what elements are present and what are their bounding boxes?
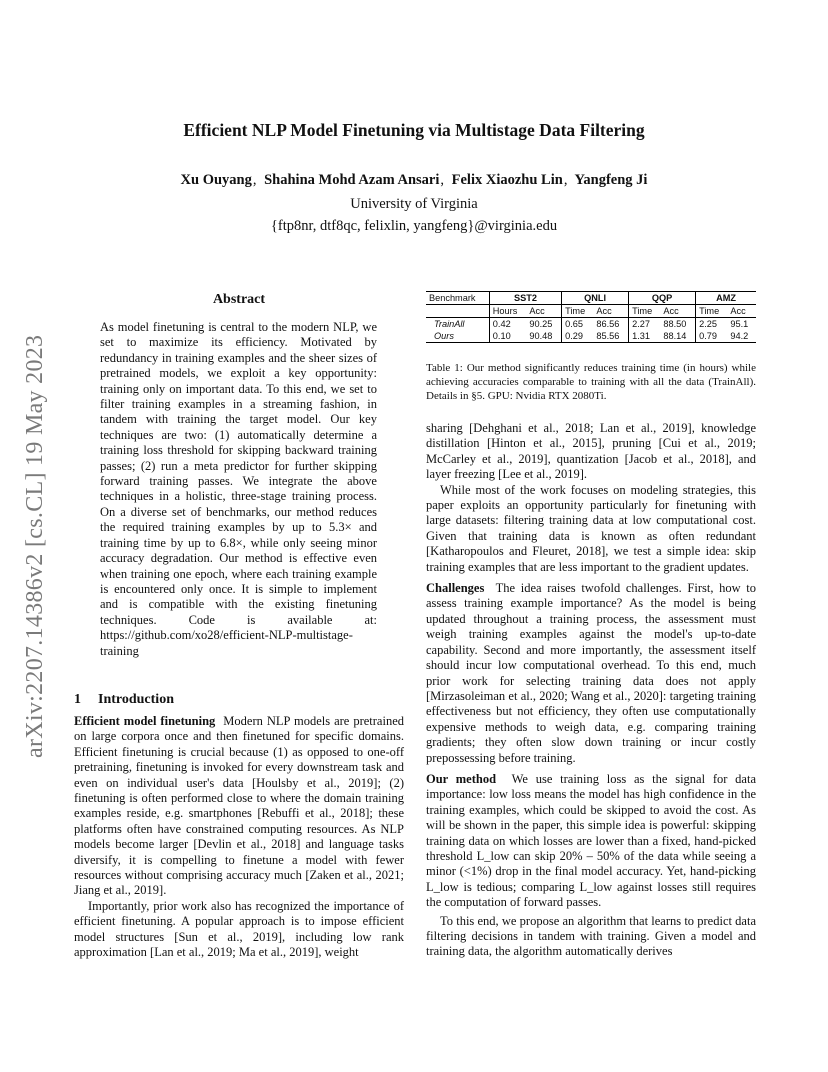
paragraph <box>74 714 404 899</box>
table-header: Benchmark <box>426 292 489 305</box>
table-subheader: Acc <box>660 305 695 318</box>
abstract-heading: Abstract <box>212 292 266 307</box>
section-heading <box>74 692 174 708</box>
table-cell: 95.1 <box>730 319 749 329</box>
author-name: Yangfeng Ji <box>574 172 648 188</box>
results-table <box>426 291 756 343</box>
author-name: Xu Ouyang <box>180 172 252 188</box>
paragraph: sharing [Dehghani et al., 2018; Lan et al., 2019], knowledge distillation [Hinton et al., 2015], pruning [Cui et al., 2019; McCarley et al., 2019], quantization [Jacob et al., 2018], and layer freezing [Lee et al., 2019]. <box>426 421 756 482</box>
table-subheader: Time <box>562 305 594 318</box>
paragraph-text: The idea raises twofold challenges. First, how to assess training example importance? As the model is being updated throughout a training process, the assessment must weigh training examples against the model's up-to-date capability. Second and more importantly, the assessment itself should incur low computational overhead. To this end, much prior work for selecting training data does not apply [Mirzasoleiman et al., 2020; Wang et al., 2020]: targeting training effectiveness but not efficiency, they often use computationally expensive methods to weigh data, e.g. comparing training gradients; they often slow down training or incur costly prepossessing before training. <box>426 581 757 765</box>
paragraph: To this end, we propose an algorithm that learns to predict data filtering decisions in tandem with training. Given a model and training data, the algorithm automatically derives <box>426 913 756 959</box>
table-cell: 0.10 <box>489 330 526 343</box>
table-subheader: Time <box>696 305 728 318</box>
author-emails: {ftp8nr, dtf8qc, felixlin, yangfeng}@virginia.edu <box>270 218 558 234</box>
paragraph: Importantly, prior work also has recognized the importance of efficient finetuning. A popular approach is to impose efficient model structures [Sun et al., 2019], including low rank approximation [Lan et al., 2019; Ma et al., 2019], weight <box>74 898 404 960</box>
paper-title: Efficient NLP Model Finetuning via Multistage Data Filtering <box>183 120 645 140</box>
intro-right-column <box>426 421 756 960</box>
paragraph-lead: Our method <box>426 771 497 786</box>
table-subheader: Acc <box>593 305 628 318</box>
table-header: QQP <box>629 292 696 305</box>
table-cell: 0.42 <box>489 318 526 331</box>
table-cell: 94.2 <box>727 330 756 343</box>
paragraph-lead: Challenges <box>426 581 485 596</box>
paragraph <box>426 581 756 766</box>
table-cell: 90.25 <box>529 319 553 329</box>
table-cell: 90.48 <box>526 330 561 343</box>
table-cell: 88.50 <box>663 319 687 329</box>
table-cell: 1.31 <box>629 330 661 343</box>
table-subheader: Time <box>629 305 661 318</box>
section-number: 1 <box>74 692 81 707</box>
author-name: Felix Xiaozhu Lin <box>451 172 563 188</box>
abstract-text: As model finetuning is central to the modern NLP, we set to maximize its efficiency. Motivated by redundancy in training examples and the sheer sizes of pretrained models, we exploit a key opportunity: training only on important data. To this end, we set to filter training examples in a streaming fashion, in tandem with training the target model. Our key techniques are two: (1) automatically determine a training loss threshold for skipping backward training passes; (2) run a meta predictor for further skipping forward training passes. We integrate the above techniques in a holistic, three-stage training process. On a diverse set of benchmarks, our method reduces the required training examples by up to 5.3× and training time by up to 6.8×, while only seeing minor accuracy degradation. Our method is effective even when training one epoch, where each training example is encountered only once. It is simple to implement and is compatible with the existing finetuning techniques. Code is available at: https://github.com/xo28/efficient-NLP-multistage-training <box>100 320 377 658</box>
paragraph-text: Modern NLP models are pretrained on large corpora once and then finetuned for specific domains. Efficient finetuning is crucial because (1) as opposed to one-off pretraining, finetuning is invoked for every downstream task and even on individual user's data [Houlsby et al., 2019]; (2) finetuning is often performed close to where the domain training examples reside, e.g. smartphones [Rebuffi et al., 2018]; these platforms often have constrained computing resources. As NLP models become larger [Devlin et al., 2018] and language tasks diversify, it is compelling to finetune a model with fewer resources without comprising accuracy much [Zaken et al., 2021; Jiang et al., 2019]. <box>74 714 405 898</box>
affiliation: University of Virginia <box>350 196 478 212</box>
table-caption: Table 1: Our method significantly reduces training time (in hours) while achieving accuracies comparable to training with all the data (TrainAll). Details in §5. GPU: Nvidia RTX 2080Ti. <box>426 362 756 402</box>
table-header: AMZ <box>696 292 756 305</box>
table-subheader: Acc <box>526 305 561 318</box>
author-list: Xu Ouyang, Shahina Mohd Azam Ansari, Felix Xiaozhu Lin, Yangfeng Ji <box>180 172 648 188</box>
table-row <box>426 330 756 343</box>
paragraph-lead: Efficient model finetuning <box>74 714 216 728</box>
table-cell: 85.56 <box>593 330 628 343</box>
table-cell: 2.27 <box>629 318 661 331</box>
table-cell: 0.65 <box>562 318 594 331</box>
arxiv-stamp: arXiv:2207.14386v2 [cs.CL] 19 May 2023 <box>22 334 48 758</box>
intro-left-column <box>74 714 404 961</box>
table-header: QNLI <box>562 292 629 305</box>
table-cell: 86.56 <box>596 319 620 329</box>
paragraph: While most of the work focuses on modeling strategies, this paper exploits an opportunity particularly for finetuning with large datasets: filtering training data at low computational cost. Given that training data is known as often redundant [Katharopoulos and Fleuret, 2018], we test a simple idea: skip training examples that are less important to the gradient updates. <box>426 482 756 574</box>
table-cell: 88.14 <box>660 330 695 343</box>
paragraph-text: We use training loss as the signal for data importance: low loss means the model has high confidence in the training examples, which could be skipped to avoid the cost. As will be shown in the paper, this simple idea is powerful: skipping training data on which losses are lower than a fixed, hand-picked threshold L_low can skip 20% – 50% of the data while seeing a minor (<1%) drop in the final model accuracy. Yet, hand-picking L_low is tedious; comparing L_low against losses still requires the computation of forward passes. <box>426 771 757 910</box>
row-label: TrainAll <box>434 319 465 329</box>
section-title: Introduction <box>98 692 174 707</box>
author-name: Shahina Mohd Azam Ansari <box>264 172 440 188</box>
table-subheader: Hours <box>489 305 526 318</box>
table-header: SST2 <box>489 292 561 305</box>
table-row <box>426 318 756 331</box>
paragraph <box>426 772 756 911</box>
table-cell: 2.25 <box>696 318 728 331</box>
row-label: Ours <box>426 330 489 343</box>
table-subheader: Acc <box>727 305 756 318</box>
table-cell: 0.29 <box>562 330 594 343</box>
table-cell: 0.79 <box>696 330 728 343</box>
